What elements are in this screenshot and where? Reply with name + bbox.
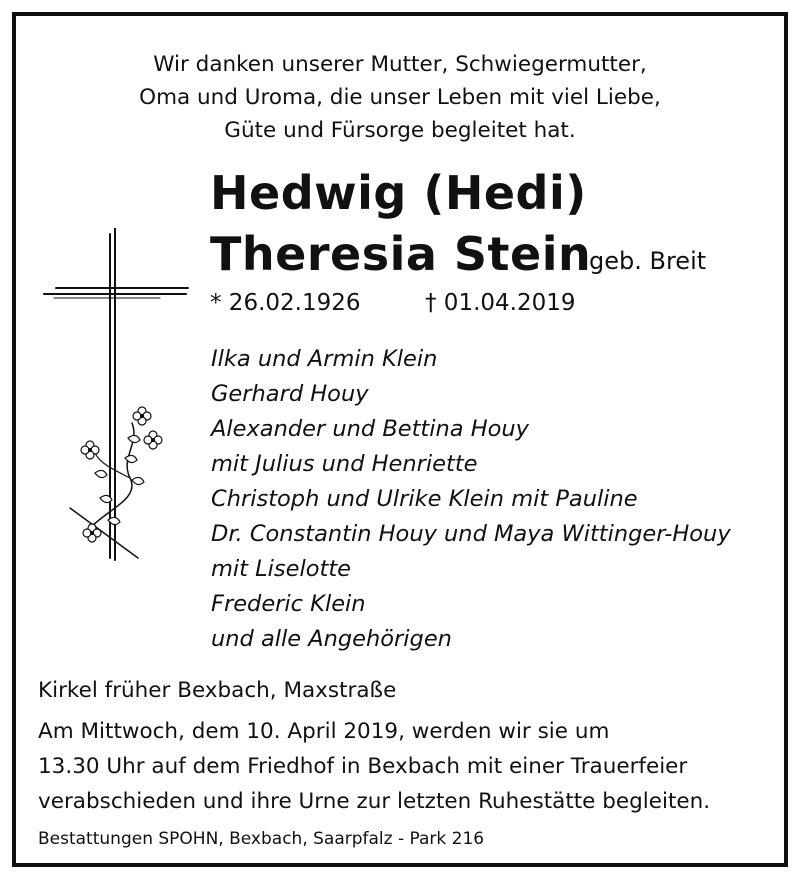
mourner-line: Alexander und Bettina Houy: [211, 416, 529, 442]
residence: Kirkel früher Bexbach, Maxstraße: [38, 678, 397, 703]
mourners-list: [211, 342, 731, 657]
mourner-line: Frederic Klein: [211, 591, 366, 617]
notice-line: verabschieden und ihre Urne zur letzten Ruhestätte begleiten.: [38, 789, 711, 814]
intro-text: [0, 48, 800, 147]
notice-line: Am Mittwoch, dem 10. April 2019, werden wir sie um: [38, 719, 610, 744]
death-date: † 01.04.2019: [425, 290, 576, 316]
mourner-line: Ilka und Armin Klein: [211, 346, 438, 372]
mourner-line: Christoph und Ulrike Klein mit Pauline: [211, 486, 638, 512]
mourner-line: mit Julius und Henriette: [211, 451, 478, 477]
birth-name: geb. Breit: [589, 247, 707, 275]
mourner-line: Gerhard Houy: [211, 381, 369, 407]
cross-with-flowers-icon: [40, 228, 190, 568]
intro-line: Oma und Uroma, die unser Leben mit viel Liebe,: [139, 85, 661, 110]
notice-line: 13.30 Uhr auf dem Friedhof in Bexbach mit einer Trauerfeier: [38, 754, 688, 779]
deceased-name-line1: Hedwig (Hedi): [210, 166, 587, 220]
intro-line: Wir danken unserer Mutter, Schwiegermutter,: [153, 52, 647, 77]
mourner-line: und alle Angehörigen: [211, 626, 452, 652]
mourner-line: Dr. Constantin Houy und Maya Wittinger-Houy: [211, 521, 731, 547]
funeral-notice: [38, 714, 710, 819]
mourner-line: mit Liselotte: [211, 556, 351, 582]
deceased-name-line2: Theresia Stein: [210, 227, 592, 281]
birth-date: * 26.02.1926: [210, 290, 361, 316]
funeral-home: Bestattungen SPOHN, Bexbach, Saarpfalz - Park 216: [38, 829, 485, 849]
intro-line: Güte und Fürsorge begleitet hat.: [224, 118, 576, 143]
